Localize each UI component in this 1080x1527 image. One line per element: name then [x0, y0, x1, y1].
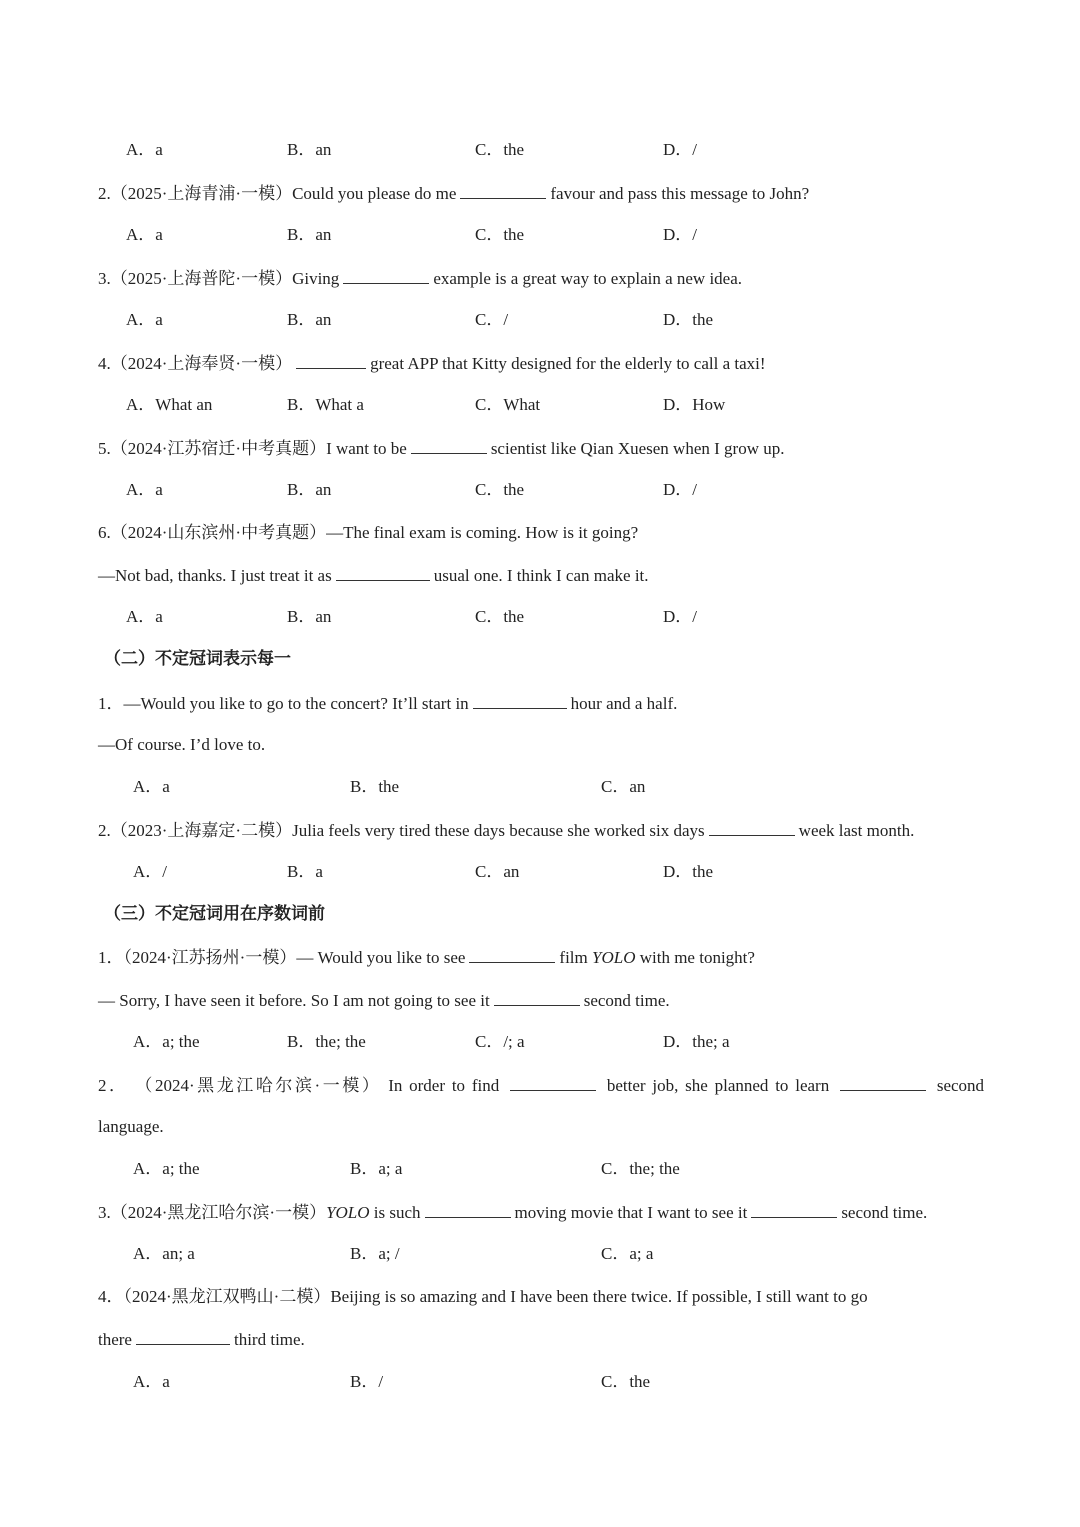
option-c[interactable]: C．the — [601, 1372, 651, 1391]
option-c[interactable]: C．the — [475, 140, 525, 159]
section-heading: （二）不定冠词表示每一 — [104, 649, 291, 669]
question-stem-line — [98, 1327, 984, 1352]
question-stem — [98, 1285, 984, 1309]
option-c[interactable]: C．the — [475, 607, 525, 626]
stem-text: better job, she planned to learn — [606, 1076, 830, 1095]
option-a[interactable]: A．a — [126, 480, 163, 499]
option-d[interactable]: D．the; a — [663, 1032, 730, 1051]
option-c[interactable]: C．the — [475, 225, 525, 244]
question-number: 3. — [98, 269, 111, 288]
movie-title: YOLO — [592, 948, 636, 967]
question-number: 4. — [98, 354, 111, 373]
option-c[interactable]: C．an — [601, 777, 646, 796]
stem-text: second — [936, 1076, 985, 1095]
option-b[interactable]: B．a; a — [350, 1159, 403, 1178]
stem-text: —The final exam is coming. How is it going? — [326, 523, 639, 542]
stem-text: is such — [373, 1203, 421, 1222]
stem-text: I want to be — [326, 439, 407, 458]
question-source: （2024·江苏扬州·一模） — [123, 948, 297, 967]
stem-text: Could you please do me — [292, 184, 457, 203]
stem-text: week last month. — [798, 821, 915, 840]
option-b[interactable]: B．an — [287, 140, 332, 159]
answer-blank[interactable] — [411, 436, 487, 454]
stem-text: second time. — [583, 991, 670, 1010]
question-stem — [98, 351, 984, 376]
question-number: 1． — [98, 948, 124, 967]
stem-text: —Would you like to go to the concert? It’ll start in — [123, 694, 469, 713]
stem-text: with me tonight? — [639, 948, 755, 967]
option-a[interactable]: A．a — [133, 1372, 170, 1391]
question-stem — [98, 945, 984, 970]
option-a[interactable]: A．a — [133, 777, 170, 796]
stem-text: there — [98, 1330, 132, 1349]
option-c[interactable]: C．/; a — [475, 1032, 525, 1051]
question-stem — [98, 818, 984, 843]
question-source: （2024·黑龙江哈尔滨·一模） — [135, 1076, 382, 1095]
stem-text: moving movie that I want to see it — [514, 1203, 748, 1222]
question-stem — [98, 521, 984, 545]
stem-text: scientist like Qian Xuesen when I grow up. — [490, 439, 785, 458]
answer-blank[interactable] — [751, 1200, 837, 1218]
option-b[interactable]: B．an — [287, 480, 332, 499]
option-a[interactable]: A．a; the — [133, 1159, 200, 1178]
stem-text: example is a great way to explain a new idea. — [433, 269, 743, 288]
question-number: 2. — [98, 821, 111, 840]
option-a[interactable]: A．a; the — [133, 1032, 200, 1051]
question-number: 1． — [98, 694, 124, 713]
question-source: （2025·上海青浦·一模） — [110, 184, 293, 203]
question-stem-line: language. — [98, 1117, 164, 1136]
answer-blank[interactable] — [343, 266, 429, 284]
stem-text: second time. — [841, 1203, 928, 1222]
option-d[interactable]: D．How — [663, 395, 726, 414]
option-d[interactable]: D．the — [663, 310, 714, 329]
answer-blank[interactable] — [136, 1327, 230, 1345]
option-b[interactable]: B．the — [350, 777, 400, 796]
stem-text: — Sorry, I have seen it before. So I am not going to see it — [98, 991, 490, 1010]
answer-blank[interactable] — [840, 1073, 926, 1091]
question-stem — [98, 691, 984, 716]
question-source: （2024·黑龙江哈尔滨·一模） — [110, 1203, 327, 1222]
option-d[interactable]: D．the — [663, 862, 714, 881]
option-c[interactable]: C．What — [475, 395, 541, 414]
movie-title: YOLO — [326, 1203, 370, 1222]
section-heading: （三）不定冠词用在序数词前 — [104, 904, 325, 924]
question-stem — [98, 436, 984, 461]
option-a[interactable]: A．What an — [126, 395, 213, 414]
option-c[interactable]: C．the; the — [601, 1159, 680, 1178]
question-stem — [98, 181, 984, 206]
stem-text: great APP that Kitty designed for the elderly to call a taxi! — [370, 354, 766, 373]
question-number: 3. — [98, 1203, 111, 1222]
option-c[interactable]: C．an — [475, 862, 520, 881]
question-stem-line: —Of course. I’d love to. — [98, 735, 266, 754]
option-d[interactable]: D．/ — [663, 140, 697, 159]
option-a[interactable]: A．a — [126, 225, 163, 244]
question-stem — [98, 266, 984, 291]
answer-blank[interactable] — [336, 563, 430, 581]
option-d[interactable]: D．/ — [663, 225, 697, 244]
option-c[interactable]: C．a; a — [601, 1244, 654, 1263]
answer-blank[interactable] — [425, 1200, 511, 1218]
option-b[interactable]: B．a — [287, 862, 323, 881]
option-d[interactable]: D．/ — [663, 480, 697, 499]
answer-blank[interactable] — [494, 988, 580, 1006]
option-a[interactable]: A．a — [126, 607, 163, 626]
answer-blank[interactable] — [296, 351, 366, 369]
option-a[interactable]: A．an; a — [133, 1244, 195, 1263]
stem-text: —Not bad, thanks. I just treat it as — [98, 566, 332, 585]
question-source: （2024·江苏宿迁·中考真题） — [110, 439, 327, 458]
question-stem-line — [98, 563, 984, 588]
option-b[interactable]: B．an — [287, 607, 332, 626]
option-b[interactable]: B．What a — [287, 395, 364, 414]
answer-blank[interactable] — [709, 818, 795, 836]
option-c[interactable]: C．/ — [475, 310, 509, 329]
question-stem — [98, 1073, 984, 1098]
question-stem — [98, 1200, 984, 1225]
question-number: 2． — [98, 1076, 129, 1095]
option-a[interactable]: A．a — [126, 140, 163, 159]
stem-text: usual one. I think I can make it. — [433, 566, 649, 585]
answer-blank[interactable] — [460, 181, 546, 199]
option-a[interactable]: A．a — [126, 310, 163, 329]
question-source: （2024·山东滨州·中考真题） — [110, 523, 327, 542]
option-d[interactable]: D．/ — [663, 607, 697, 626]
option-b[interactable]: B．an — [287, 225, 332, 244]
option-c[interactable]: C．the — [475, 480, 525, 499]
question-number: 5. — [98, 439, 111, 458]
option-b[interactable]: B．an — [287, 310, 332, 329]
stem-text: favour and pass this message to John? — [550, 184, 810, 203]
question-number: 2. — [98, 184, 111, 203]
stem-text: — Would you like to see — [296, 948, 466, 967]
option-b[interactable]: B．the; the — [287, 1032, 366, 1051]
stem-text: Beijing is so amazing and I have been there twice. If possible, I still want to go — [330, 1287, 868, 1306]
option-b[interactable]: B．/ — [350, 1372, 384, 1391]
stem-text: In order to find — [388, 1076, 500, 1095]
question-stem-line — [98, 988, 984, 1013]
question-number: 6. — [98, 523, 111, 542]
question-source: （2024·黑龙江双鸭山·二模） — [123, 1287, 331, 1306]
question-source: （2023·上海嘉定·二模） — [110, 821, 293, 840]
answer-blank[interactable] — [469, 945, 555, 963]
stem-text: Julia feels very tired these days because she worked six days — [292, 821, 705, 840]
stem-text: Giving — [292, 269, 340, 288]
question-source: （2024·上海奉贤·一模） — [110, 354, 293, 373]
answer-blank[interactable] — [473, 691, 567, 709]
question-number: 4． — [98, 1287, 124, 1306]
option-b[interactable]: B．a; / — [350, 1244, 400, 1263]
option-a[interactable]: A．/ — [133, 862, 167, 881]
question-source: （2025·上海普陀·一模） — [110, 269, 293, 288]
stem-text: third time. — [233, 1330, 305, 1349]
stem-text: film — [559, 948, 588, 967]
answer-blank[interactable] — [510, 1073, 596, 1091]
stem-text: hour and a half. — [570, 694, 678, 713]
